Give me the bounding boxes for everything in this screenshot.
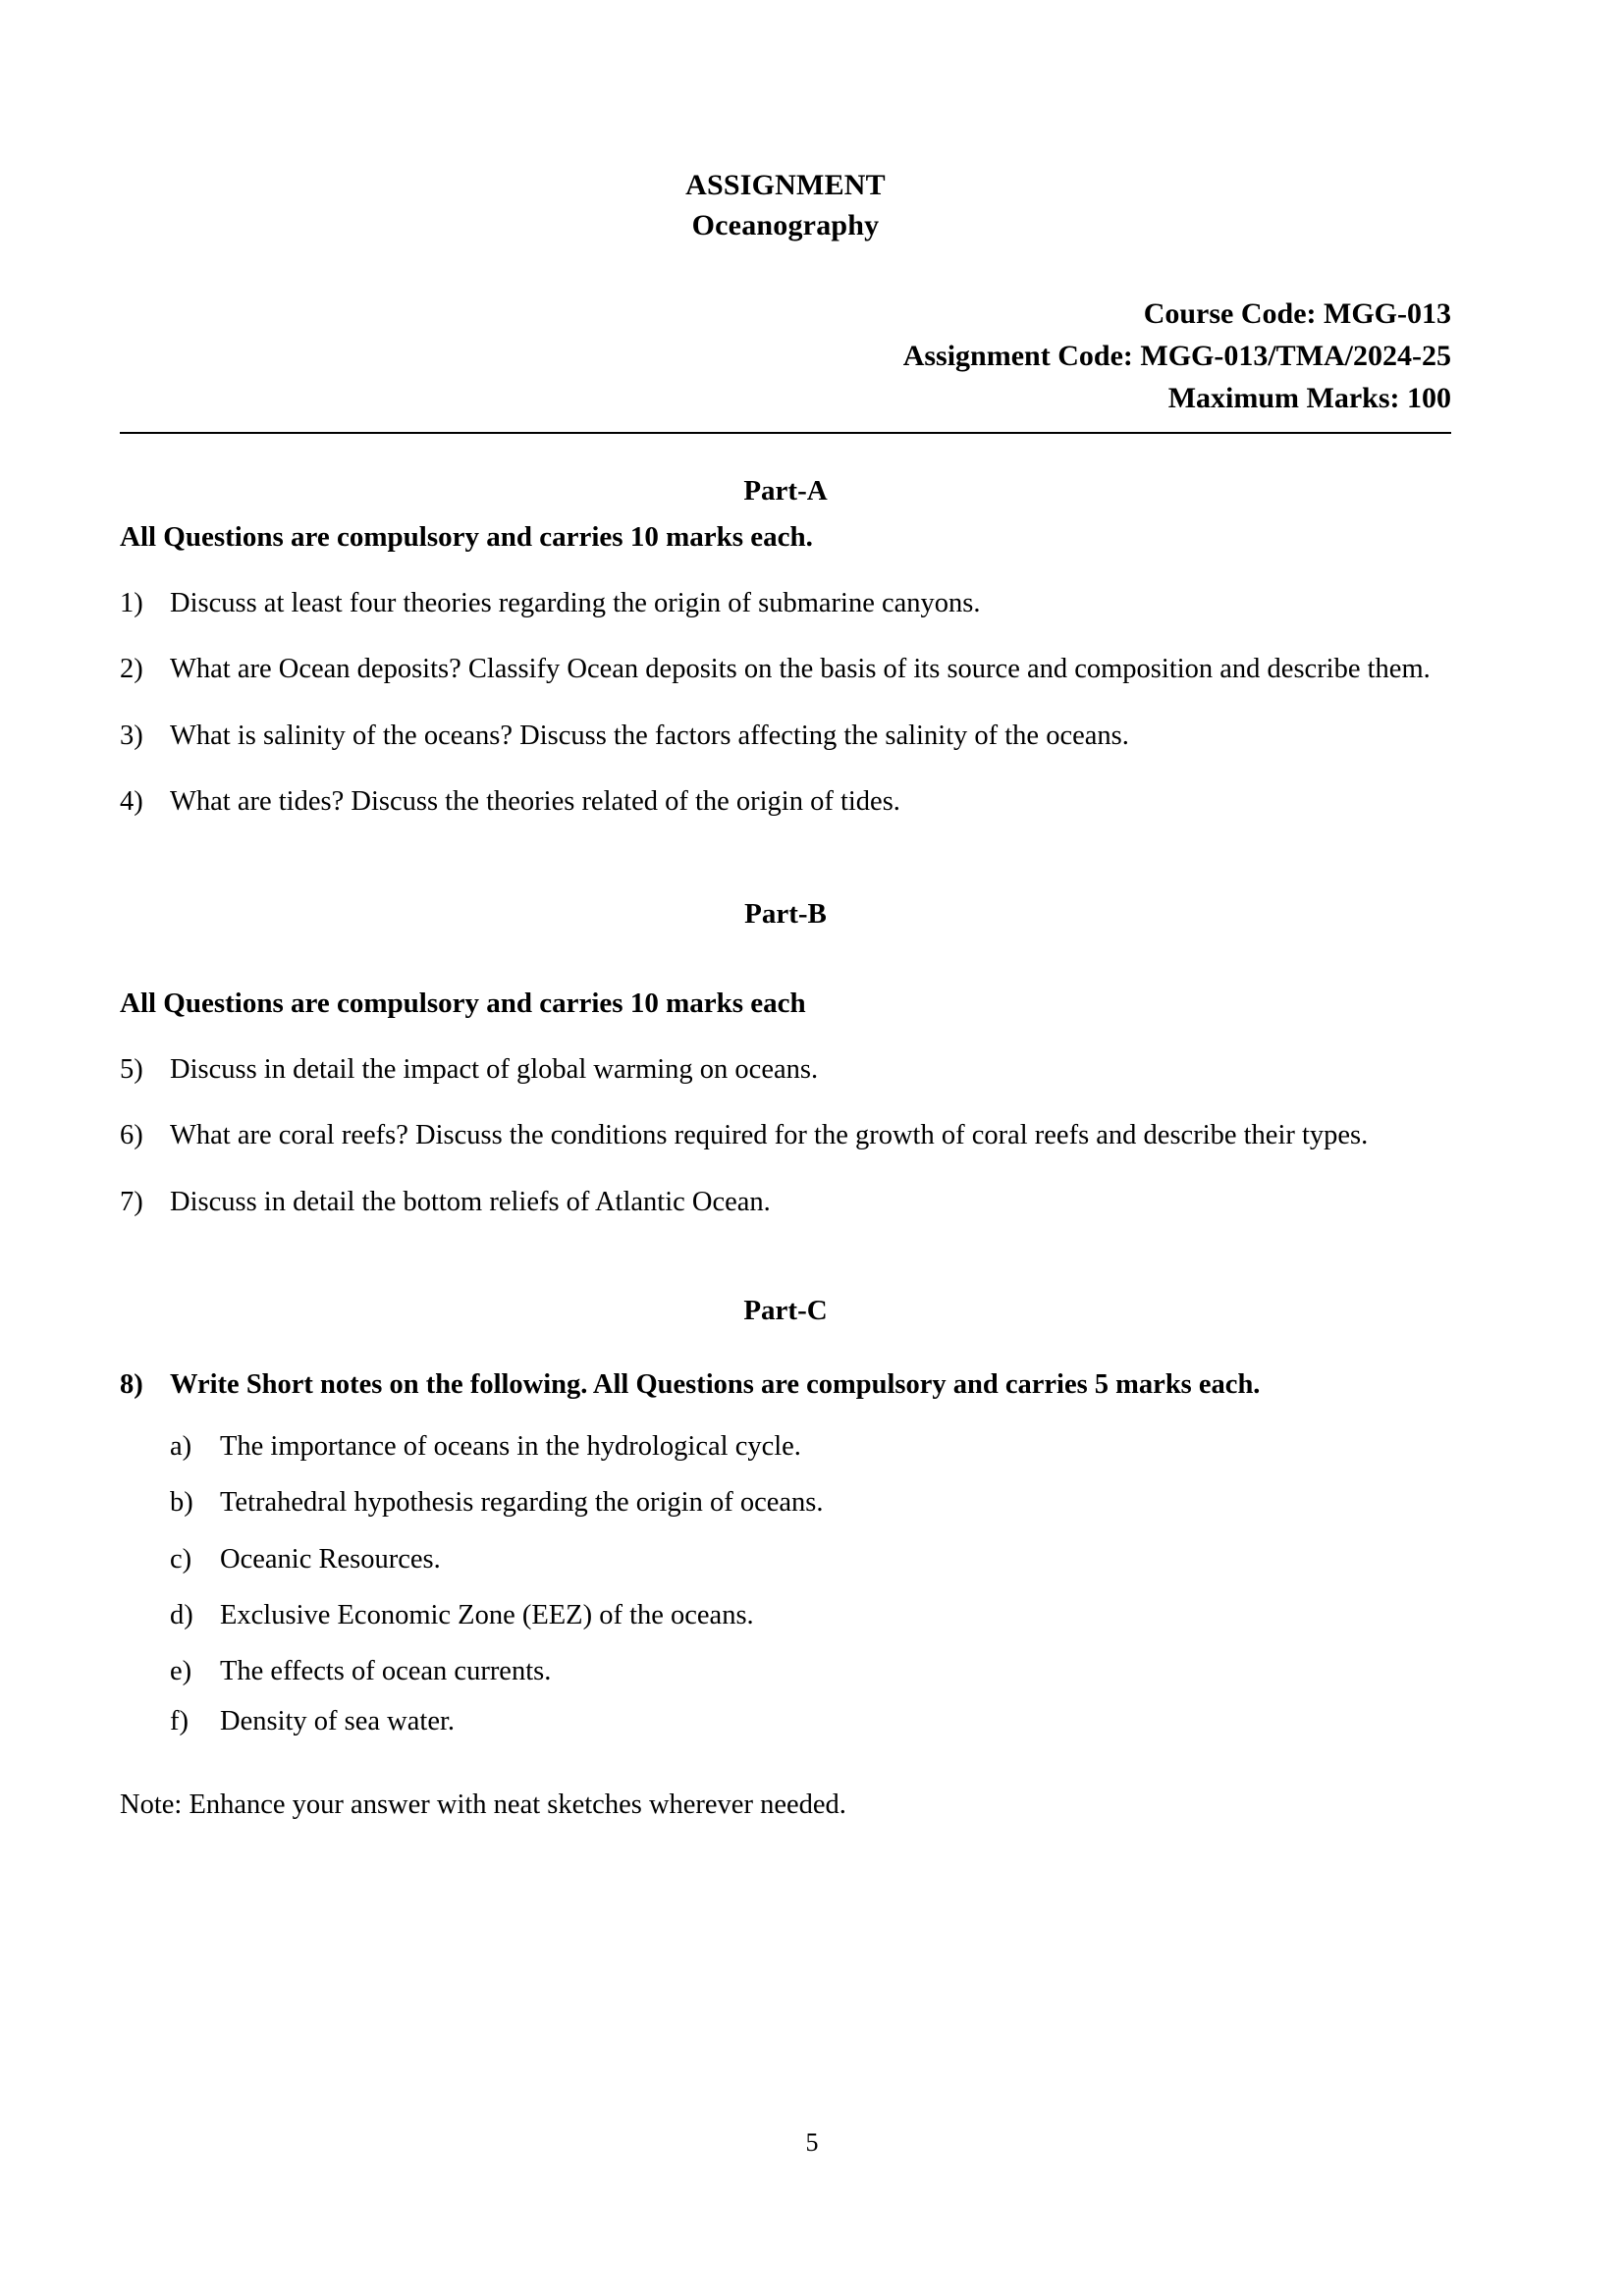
subitem-marker: c) — [170, 1543, 192, 1575]
list-item — [170, 1651, 1451, 1691]
part-a-question-list — [120, 583, 1451, 822]
question-marker: 1) — [120, 588, 143, 619]
note-text: Note: Enhance your answer with neat sketches wherever needed. — [120, 1789, 846, 1821]
question-text: What are Ocean deposits? Classify Ocean deposits on the basis of its source and composition and describe them. — [170, 654, 1431, 685]
question-text: Write Short notes on the following. All Questions are compulsory and carries 5 marks each. — [170, 1368, 1261, 1400]
part-b-question-list — [120, 1049, 1451, 1222]
part-b-heading: Part-B — [744, 898, 827, 931]
question-item — [120, 649, 1451, 689]
question-text: What is salinity of the oceans? Discuss the factors affecting the salinity of the oceans. — [170, 720, 1129, 751]
part-c-question-list — [120, 1364, 1451, 1405]
subitem-marker: d) — [170, 1600, 193, 1631]
document-subtitle: Oceanography — [691, 209, 880, 242]
part-a-instruction: All Questions are compulsory and carries 10 marks each. — [120, 521, 813, 554]
part-c-subitem-list — [170, 1426, 1451, 1741]
question-item — [120, 781, 1451, 822]
list-item — [170, 1482, 1451, 1522]
question-text: What are coral reefs? Discuss the conditions required for the growth of coral reefs and describe their types. — [170, 1120, 1369, 1151]
subitem-text: The importance of oceans in the hydrological cycle. — [220, 1431, 801, 1463]
page-number: 5 — [805, 2128, 819, 2157]
question-item — [120, 1115, 1451, 1155]
question-item — [120, 1364, 1451, 1405]
header-divider — [120, 432, 1451, 434]
list-item — [170, 1701, 1451, 1741]
list-item — [170, 1539, 1451, 1579]
subitem-text: The effects of ocean currents. — [220, 1656, 552, 1687]
question-text: Discuss at least four theories regarding the origin of submarine canyons. — [170, 588, 981, 619]
maximum-marks: Maximum Marks: 100 — [1167, 381, 1451, 414]
question-item — [120, 1182, 1451, 1222]
question-text: What are tides? Discuss the theories related of the origin of tides. — [170, 785, 900, 817]
question-marker: 6) — [120, 1120, 143, 1151]
question-marker: 4) — [120, 785, 143, 817]
question-item — [120, 716, 1451, 756]
subitem-marker: f) — [170, 1705, 189, 1736]
document-title: ASSIGNMENT — [685, 169, 886, 201]
question-marker: 5) — [120, 1053, 143, 1085]
question-item — [120, 583, 1451, 623]
list-item — [170, 1595, 1451, 1635]
title-block — [120, 0, 1451, 246]
question-text: Discuss in detail the impact of global warming on oceans. — [170, 1053, 819, 1085]
part-b-instruction: All Questions are compulsory and carries 10 marks each — [120, 988, 806, 1020]
subitem-text: Density of sea water. — [220, 1705, 456, 1736]
question-marker: 7) — [120, 1186, 143, 1217]
page-content — [120, 0, 1451, 1825]
subitem-text: Exclusive Economic Zone (EEZ) of the oceans. — [220, 1600, 754, 1631]
subitem-text: Oceanic Resources. — [220, 1543, 441, 1575]
question-marker: 8) — [120, 1368, 143, 1400]
course-code-block — [120, 294, 1451, 420]
subitem-text: Tetrahedral hypothesis regarding the origin of oceans. — [220, 1487, 824, 1519]
question-text: Discuss in detail the bottom reliefs of Atlantic Ocean. — [170, 1186, 771, 1217]
part-a-heading: Part-A — [743, 475, 828, 507]
assignment-code: Assignment Code: MGG-013/TMA/2024-25 — [902, 339, 1451, 372]
question-item — [120, 1049, 1451, 1090]
question-marker: 3) — [120, 720, 143, 751]
question-marker: 2) — [120, 654, 143, 685]
part-c-heading: Part-C — [743, 1294, 828, 1326]
subitem-marker: a) — [170, 1431, 192, 1463]
course-code: Course Code: MGG-013 — [1143, 296, 1451, 330]
list-item — [170, 1426, 1451, 1467]
subitem-marker: e) — [170, 1656, 192, 1687]
subitem-marker: b) — [170, 1487, 193, 1519]
